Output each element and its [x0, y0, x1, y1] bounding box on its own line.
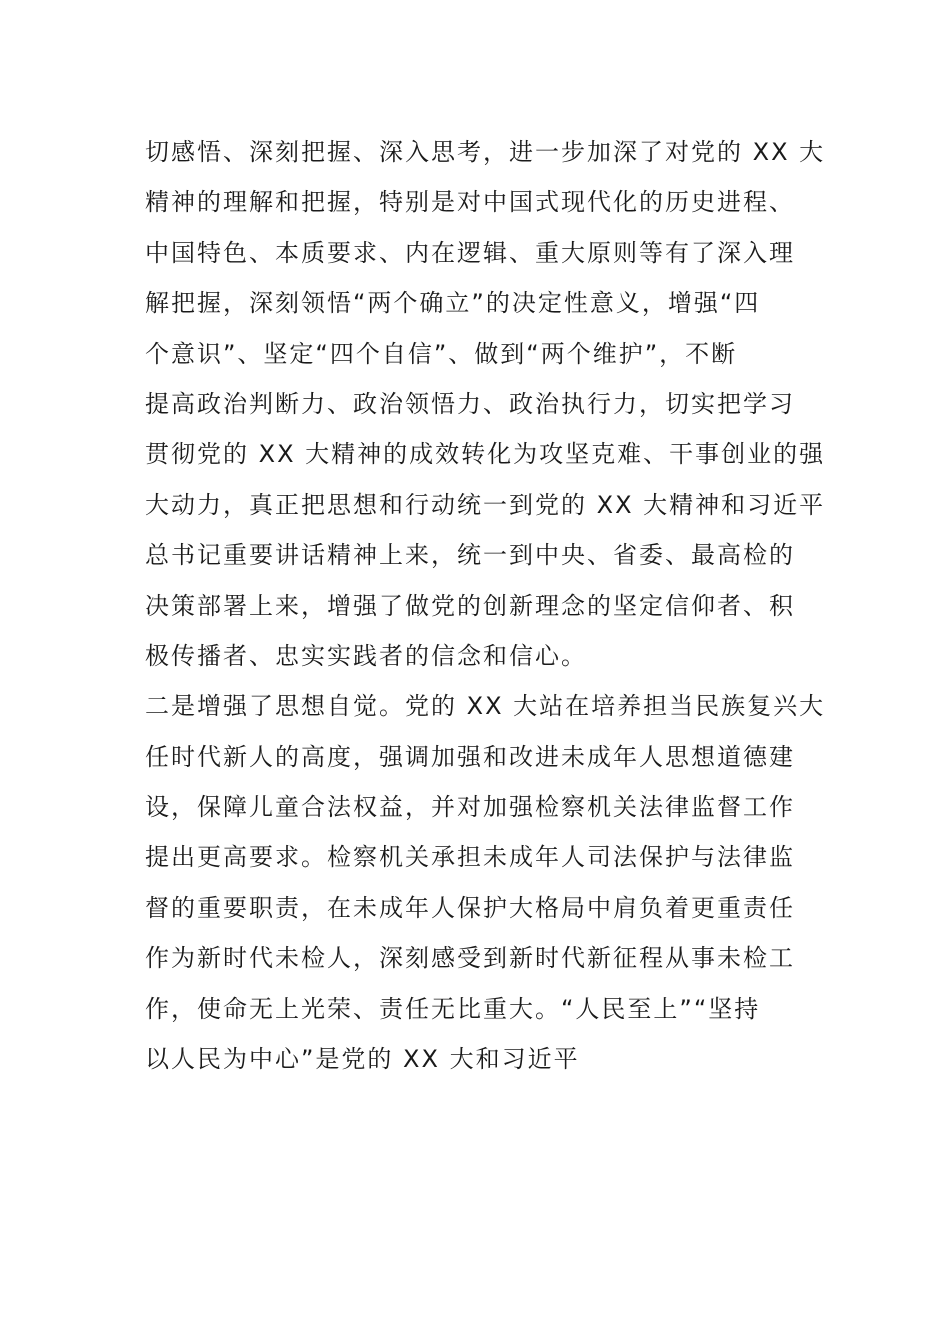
text-line: 作为新时代未检人，深刻感受到新时代新征程从事未检工 — [145, 944, 795, 973]
text-line: 提高政治判断力、政治领悟力、政治执行力，切实把学习 — [145, 389, 795, 418]
text-line: 个意识”、坚定“四个自信”、做到“两个维护”，不断 — [145, 339, 738, 368]
text-line: 切感悟、深刻把握、深入思考，进一步加深了对党的 XX 大 — [145, 138, 826, 166]
text-line: 贯彻党的 XX 大精神的成效转化为攻坚克难、干事创业的强 — [145, 440, 826, 469]
text-line: 设，保障儿童合法权益，并对加强检察机关法律监督工作 — [145, 793, 795, 822]
text-line: 任时代新人的高度，强调加强和改进未成年人思想道德建 — [145, 742, 795, 771]
text-line: 决策部署上来，增强了做党的创新理念的坚定信仰者、积 — [145, 591, 795, 620]
text-line: 以人民为中心”是党的 XX 大和习近平 — [145, 1045, 580, 1074]
text-line: 中国特色、本质要求、内在逻辑、重大原则等有了深入理 — [145, 238, 795, 267]
text-line: 极传播者、忠实实践者的信念和信心。 — [145, 641, 587, 670]
text-line: 精神的理解和把握，特别是对中国式现代化的历史进程、 — [145, 188, 795, 217]
paragraph-heading-line: 二是增强了思想自觉。党的 XX 大站在培养担当民族复兴大 — [145, 692, 826, 721]
body-text — [145, 127, 826, 1084]
text-line: 督的重要职责，在未成年人保护大格局中肩负着更重责任 — [145, 893, 795, 922]
text-line: 作，使命无上光荣、责任无比重大。“人民至上”“坚持 — [145, 994, 761, 1023]
text-line: 大动力，真正把思想和行动统一到党的 XX 大精神和习近平 — [145, 490, 826, 519]
text-line: 解把握，深刻领悟“两个确立”的决定性意义，增强“四 — [145, 289, 761, 318]
text-line: 总书记重要讲话精神上来，统一到中央、省委、最高检的 — [145, 541, 795, 570]
text-line: 提出更高要求。检察机关承担未成年人司法保护与法律监 — [145, 843, 795, 872]
